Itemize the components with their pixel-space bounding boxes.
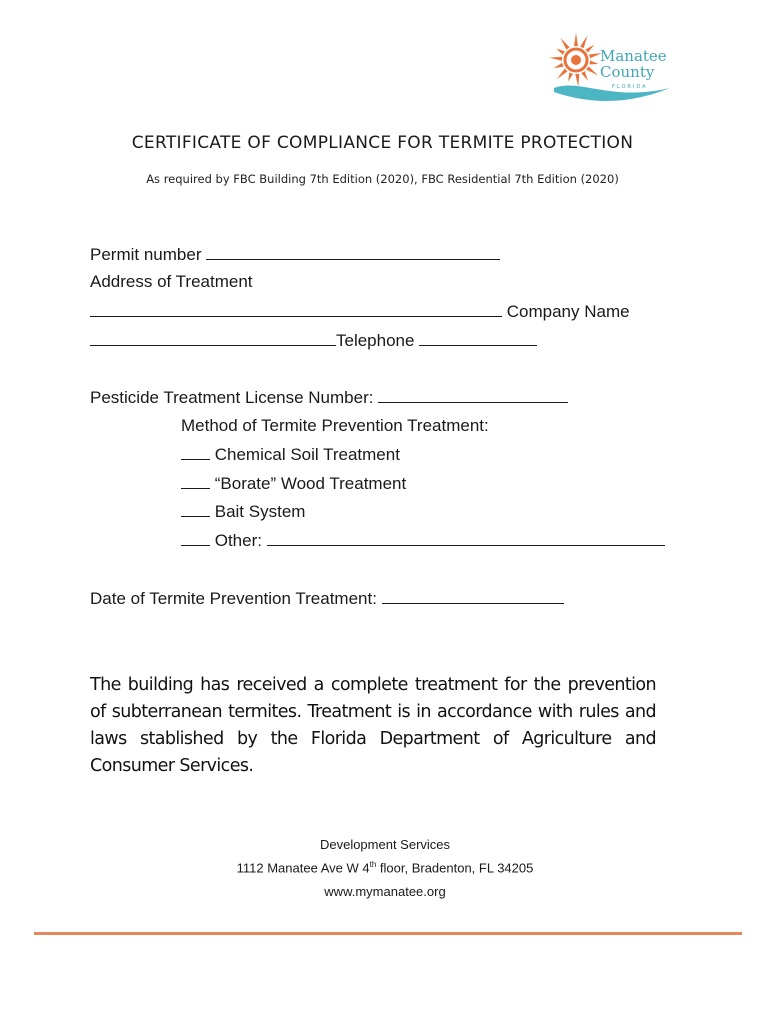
option-chemical-check[interactable]	[181, 444, 210, 460]
address-field[interactable]	[90, 301, 502, 317]
option-other-row	[181, 530, 665, 551]
logo-line2: County	[600, 63, 655, 81]
footer-address-post: floor, Bradenton, FL 34205	[376, 860, 534, 876]
footer-address-sup: th	[369, 860, 377, 869]
company-telephone-row	[90, 330, 537, 351]
option-borate-row	[181, 473, 406, 494]
date-row	[90, 588, 564, 609]
method-label: Method of Termite Prevention Treatment:	[181, 416, 489, 435]
date-field[interactable]	[382, 588, 564, 604]
option-chemical-row	[181, 444, 400, 465]
compliance-statement: The building has received a complete treatment for the prevention of subterranean termites. Treatment is in accordance with rules and laws stablished by the Florida Department of Agriculture and Consumer Services.	[90, 675, 656, 776]
license-label: Pesticide Treatment License Number:	[90, 388, 374, 407]
footer-address-pre: 1112 Manatee Ave W 4	[236, 860, 370, 876]
footer-department: Development Services	[319, 837, 451, 852]
option-chemical-label: Chemical Soil Treatment	[214, 445, 400, 464]
option-bait-check[interactable]	[181, 501, 210, 517]
manatee-county-logo	[540, 22, 680, 108]
footer-divider	[34, 932, 742, 935]
logo-line3: FLORIDA	[612, 84, 648, 90]
company-name-field[interactable]	[90, 330, 336, 346]
date-label: Date of Termite Prevention Treatment:	[90, 589, 377, 608]
page-subtitle: As required by FBC Building 7th Edition (2020), FBC Residential 7th Edition (2020)	[146, 172, 619, 186]
telephone-label: Telephone	[336, 331, 415, 350]
option-borate-label: “Borate” Wood Treatment	[214, 474, 407, 493]
sun-logo-icon	[540, 22, 680, 108]
footer-address	[0, 860, 770, 875]
option-bait-row	[181, 501, 305, 522]
option-bait-label: Bait System	[214, 502, 306, 521]
footer-website[interactable]: www.mymanatee.org	[324, 884, 446, 899]
logo-line1: Manatee	[600, 47, 667, 65]
license-field[interactable]	[378, 387, 568, 403]
company-name-label: Company Name	[506, 302, 630, 321]
option-other-check[interactable]	[181, 530, 210, 546]
address-company-row	[90, 301, 630, 322]
option-borate-check[interactable]	[181, 473, 210, 489]
telephone-field[interactable]	[419, 330, 537, 346]
license-row	[90, 387, 568, 408]
permit-number-row	[90, 244, 500, 265]
option-other-label: Other:	[214, 531, 262, 550]
page-title: CERTIFICATE OF COMPLIANCE FOR TERMITE PROTECTION	[131, 133, 634, 153]
address-label: Address of Treatment	[90, 272, 253, 291]
permit-number-field[interactable]	[206, 244, 500, 260]
permit-number-label: Permit number	[90, 245, 202, 264]
option-other-field[interactable]	[267, 530, 665, 546]
